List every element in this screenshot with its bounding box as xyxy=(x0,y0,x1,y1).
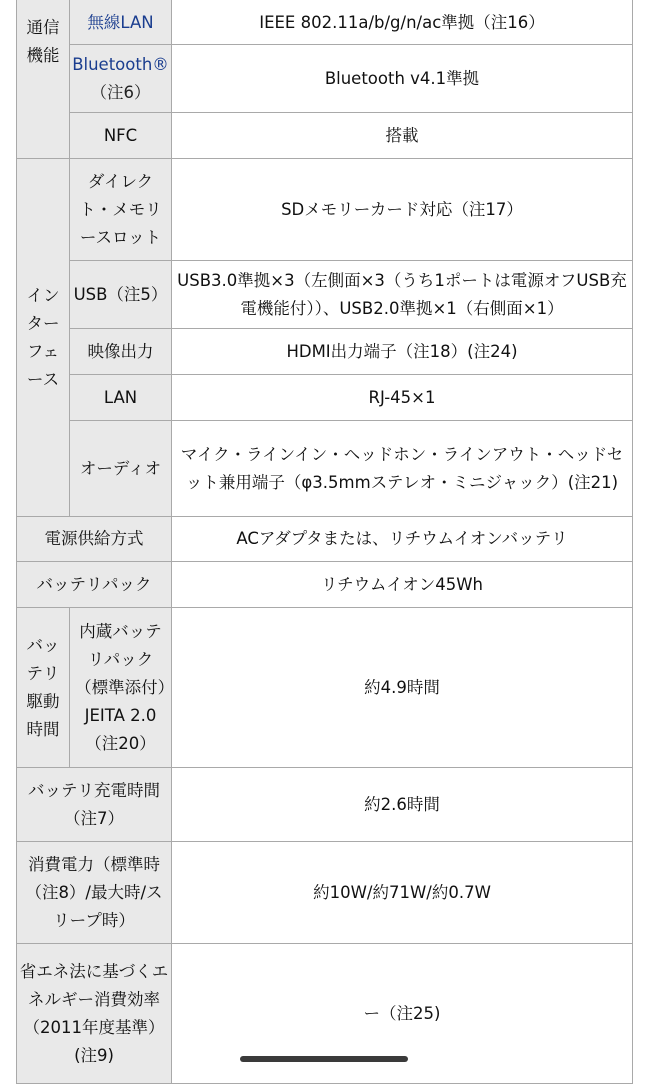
home-indicator[interactable] xyxy=(240,1056,408,1062)
category-comm-label: 通信機能 xyxy=(26,18,60,65)
battery-pack-value: リチウムイオン45Wh xyxy=(172,562,633,608)
direct-slot-label: ダイレクト・メモリースロット xyxy=(70,159,172,261)
power-supply-value: ACアダプタまたは、リチウムイオンバッテリ xyxy=(172,517,633,562)
spec-table xyxy=(16,0,633,1084)
table-row xyxy=(17,608,633,768)
bluetooth-label-cell xyxy=(70,45,172,113)
table-row xyxy=(17,159,633,261)
battery-time-value: 約4.9時間 xyxy=(172,608,633,768)
nfc-value: 搭載 xyxy=(172,113,633,159)
bluetooth-value: Bluetooth v4.1準拠 xyxy=(172,45,633,113)
table-row xyxy=(17,768,633,842)
table-row xyxy=(17,45,633,113)
category-comm xyxy=(17,0,70,159)
wlan-label-cell xyxy=(70,0,172,45)
battery-pack-label: バッテリパック xyxy=(17,562,172,608)
video-output-value: HDMI出力端子（注18）(注24) xyxy=(172,329,633,375)
energy-efficiency-label: 省エネ法に基づくエネルギー消費効率（2011年度基準）(注9) xyxy=(17,944,172,1084)
wlan-link[interactable]: 無線LAN xyxy=(87,12,154,32)
audio-value: マイク・ラインイン・ヘッドホン・ラインアウト・ヘッドセット兼用端子（φ3.5mmステレオ・ミニジャック）(注21) xyxy=(172,421,633,517)
charge-time-label: バッテリ充電時間（注7） xyxy=(17,768,172,842)
battery-time-category: バッテリ駆動時間 xyxy=(17,608,70,768)
table-row xyxy=(17,0,633,45)
direct-slot-value: SDメモリーカード対応（注17） xyxy=(172,159,633,261)
bluetooth-note: （注6） xyxy=(90,82,151,102)
charge-time-value: 約2.6時間 xyxy=(172,768,633,842)
table-row xyxy=(17,113,633,159)
usb-label: USB（注5） xyxy=(70,261,172,329)
battery-time-label: 内蔵バッテリパック（標準添付）JEITA 2.0（注20） xyxy=(70,608,172,768)
power-consumption-value: 約10W/約71W/約0.7W xyxy=(172,842,633,944)
power-supply-label: 電源供給方式 xyxy=(17,517,172,562)
lan-value: RJ-45×1 xyxy=(172,375,633,421)
table-row xyxy=(17,517,633,562)
video-output-label: 映像出力 xyxy=(70,329,172,375)
category-interface: インターフェース xyxy=(17,159,70,517)
power-consumption-label: 消費電力（標準時（注8）/最大時/スリープ時） xyxy=(17,842,172,944)
lan-label: LAN xyxy=(70,375,172,421)
audio-label: オーディオ xyxy=(70,421,172,517)
table-row xyxy=(17,261,633,329)
table-row xyxy=(17,329,633,375)
nfc-label: NFC xyxy=(70,113,172,159)
usb-value: USB3.0準拠×3（左側面×3（うち1ポートは電源オフUSB充電機能付））、USB2.0準拠×1（右側面×1） xyxy=(172,261,633,329)
wlan-value: IEEE 802.11a/b/g/n/ac準拠（注16） xyxy=(172,0,633,45)
table-row xyxy=(17,944,633,1084)
energy-efficiency-value: ー（注25) xyxy=(172,944,633,1084)
table-row xyxy=(17,562,633,608)
table-row xyxy=(17,421,633,517)
table-row xyxy=(17,842,633,944)
table-row xyxy=(17,375,633,421)
bluetooth-link[interactable]: Bluetooth® xyxy=(72,54,169,74)
